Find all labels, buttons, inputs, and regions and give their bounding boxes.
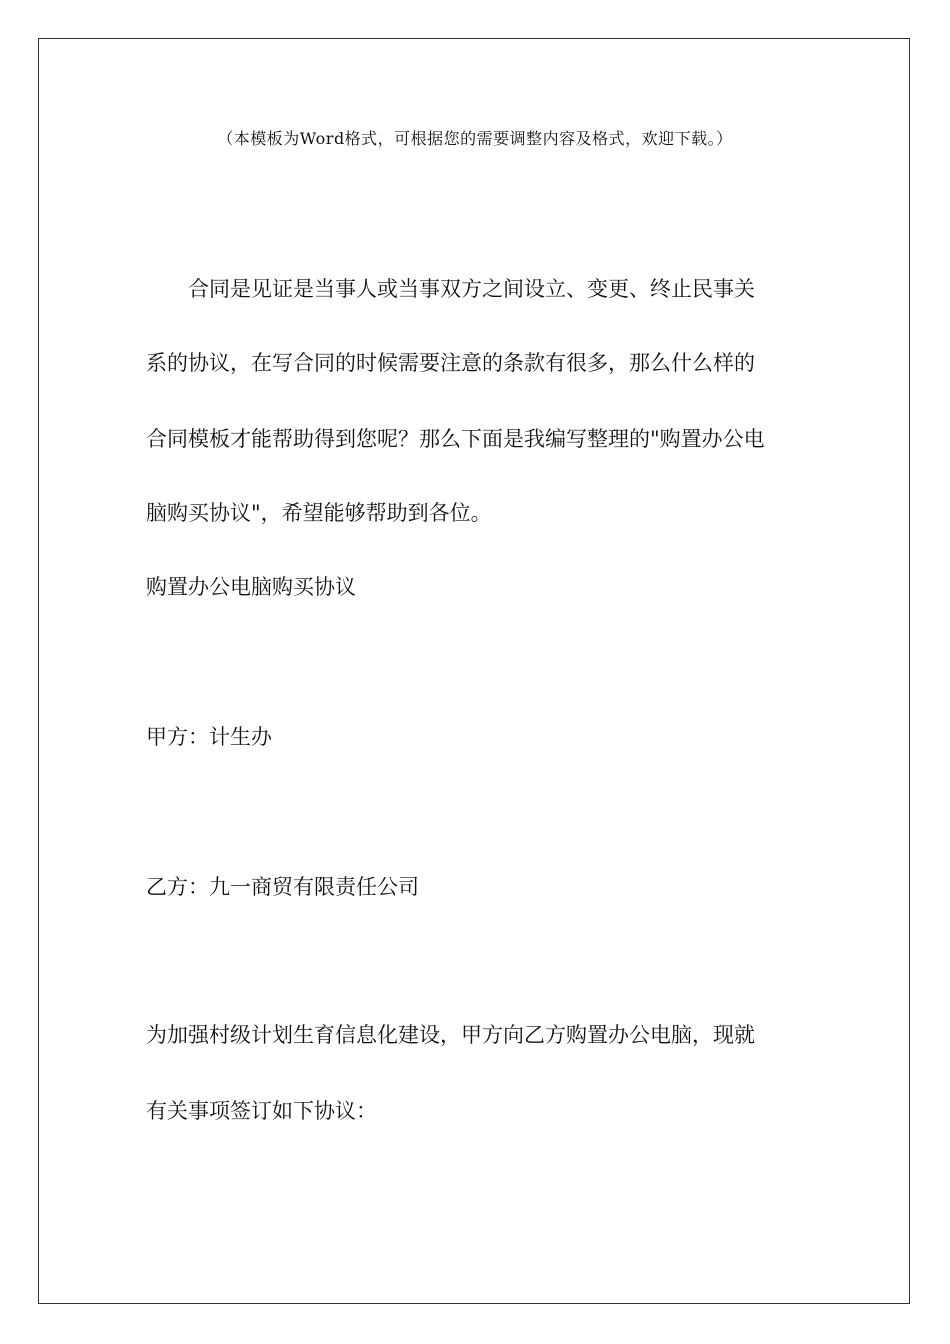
party-b: 乙方：九一商贸有限责任公司 — [146, 875, 419, 899]
intro-paragraph-line-4: 脑购买协议"，希望能够帮助到各位。 — [146, 501, 492, 525]
intro-paragraph-line-1: 合同是见证是当事人或当事双方之间设立、变更、终止民事关 — [146, 277, 755, 301]
party-a: 甲方：计生办 — [146, 725, 272, 749]
intro-paragraph-line-2: 系的协议，在写合同的时候需要注意的条款有很多，那么什么样的 — [146, 351, 755, 375]
template-notice: （本模板为Word格式，可根据您的需要调整内容及格式，欢迎下载。） — [217, 129, 733, 148]
agreement-title: 购置办公电脑购买协议 — [146, 575, 356, 599]
body-paragraph-line-1: 为加强村级计划生育信息化建设，甲方向乙方购置办公电脑，现就 — [146, 1023, 755, 1047]
body-paragraph-line-2: 有关事项签订如下协议： — [146, 1099, 377, 1123]
intro-paragraph-line-3: 合同模板才能帮助得到您呢？那么下面是我编写整理的"购置办公电 — [146, 427, 765, 451]
